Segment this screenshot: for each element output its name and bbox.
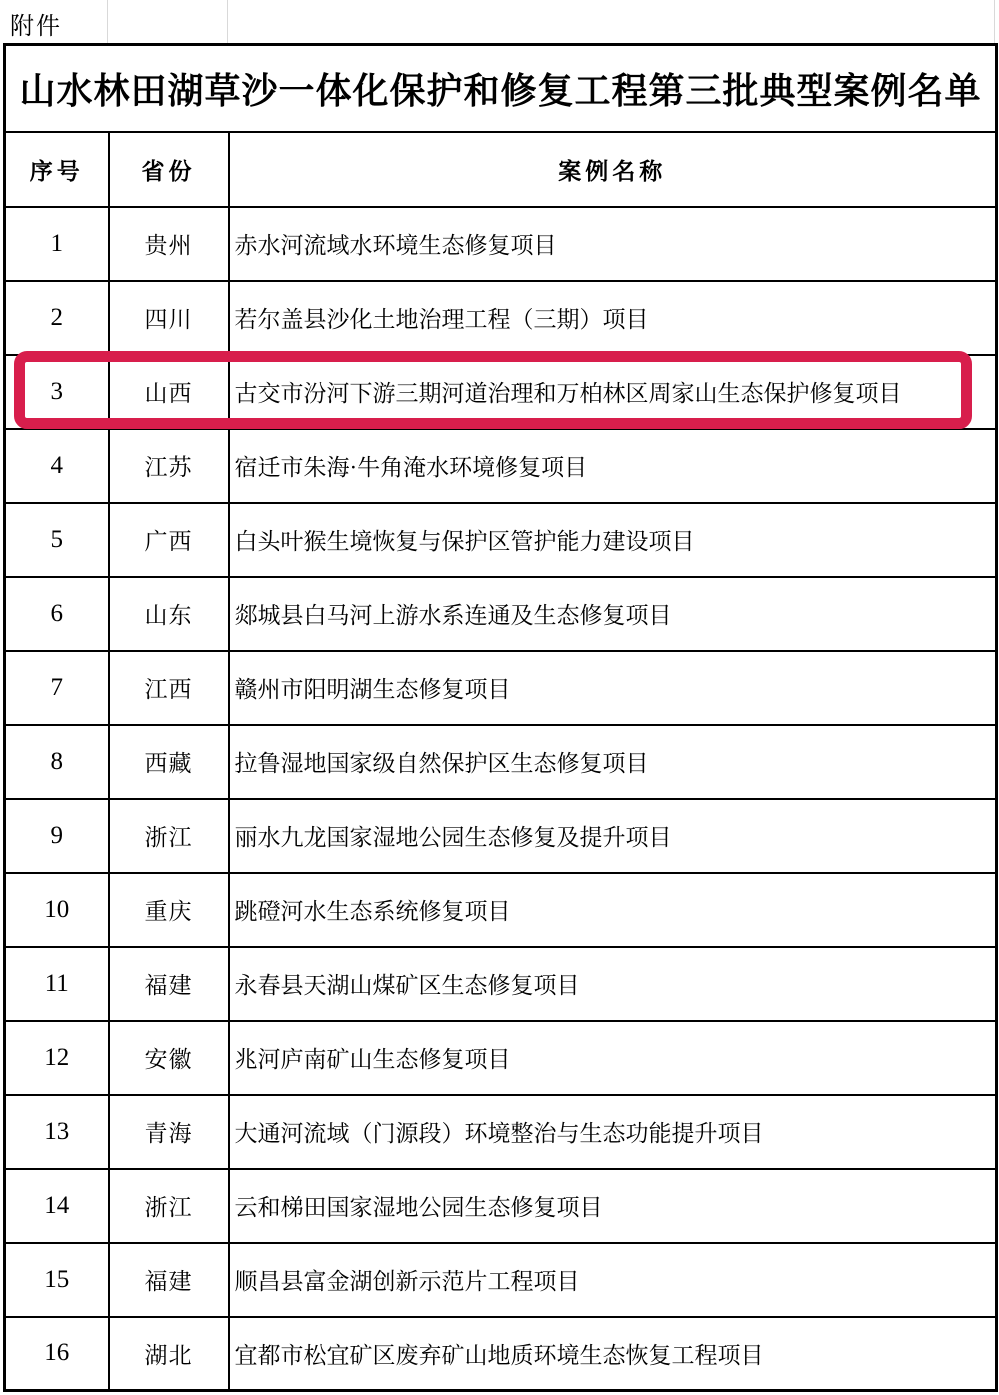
table-row — [5, 873, 997, 947]
case-name-cell: 若尔盖县沙化土地治理工程（三期）项目 — [229, 281, 997, 355]
row-number-cell: 8 — [5, 725, 109, 799]
province-cell: 山东 — [109, 577, 229, 651]
province-cell: 安徽 — [109, 1021, 229, 1095]
scan-artifact-line — [107, 0, 108, 43]
table-row — [5, 1021, 997, 1095]
row-number-cell: 11 — [5, 947, 109, 1021]
province-cell: 湖北 — [109, 1317, 229, 1391]
table-row — [5, 1169, 997, 1243]
row-number-cell: 13 — [5, 1095, 109, 1169]
case-name-cell: 拉鲁湿地国家级自然保护区生态修复项目 — [229, 725, 997, 799]
row-number-cell: 10 — [5, 873, 109, 947]
case-name-cell: 兆河庐南矿山生态修复项目 — [229, 1021, 997, 1095]
scan-artifact-line — [994, 0, 995, 43]
case-name-cell: 赤水河流域水环境生态修复项目 — [229, 207, 997, 281]
row-number-cell: 4 — [5, 429, 109, 503]
row-number-cell: 3 — [5, 355, 109, 429]
scan-artifact-line — [227, 0, 228, 43]
table-row — [5, 651, 997, 725]
case-name-cell: 宜都市松宜矿区废弃矿山地质环境生态恢复工程项目 — [229, 1317, 997, 1391]
column-header-province: 省份 — [109, 132, 229, 207]
province-cell: 江西 — [109, 651, 229, 725]
row-number-cell: 1 — [5, 207, 109, 281]
case-list-table — [3, 43, 998, 1392]
row-number-cell: 16 — [5, 1317, 109, 1391]
attachment-label: 附件 — [10, 14, 62, 40]
table-header-row — [5, 132, 997, 207]
column-header-no: 序号 — [5, 132, 109, 207]
table-row — [5, 1317, 997, 1391]
row-number-cell: 14 — [5, 1169, 109, 1243]
table-row — [5, 947, 997, 1021]
province-cell: 福建 — [109, 1243, 229, 1317]
province-cell: 浙江 — [109, 1169, 229, 1243]
column-header-case: 案例名称 — [229, 132, 997, 207]
case-name-cell: 顺昌县富金湖创新示范片工程项目 — [229, 1243, 997, 1317]
page-title: 山水林田湖草沙一体化保护和修复工程第三批典型案例名单 — [5, 45, 997, 132]
case-table-body — [5, 45, 997, 1391]
table-row — [5, 577, 997, 651]
province-cell: 重庆 — [109, 873, 229, 947]
row-number-cell: 15 — [5, 1243, 109, 1317]
case-name-cell: 古交市汾河下游三期河道治理和万柏林区周家山生态保护修复项目 — [229, 355, 997, 429]
row-number-cell: 2 — [5, 281, 109, 355]
table-row — [5, 281, 997, 355]
row-number-cell: 6 — [5, 577, 109, 651]
row-number-cell: 5 — [5, 503, 109, 577]
province-cell: 四川 — [109, 281, 229, 355]
province-cell: 浙江 — [109, 799, 229, 873]
row-number-cell: 7 — [5, 651, 109, 725]
table-row — [5, 1095, 997, 1169]
case-name-cell: 赣州市阳明湖生态修复项目 — [229, 651, 997, 725]
row-number-cell: 9 — [5, 799, 109, 873]
province-cell: 青海 — [109, 1095, 229, 1169]
case-name-cell: 宿迁市朱海·牛角淹水环境修复项目 — [229, 429, 997, 503]
province-cell: 广西 — [109, 503, 229, 577]
table-row — [5, 799, 997, 873]
table-row — [5, 1243, 997, 1317]
case-name-cell: 跳磴河水生态系统修复项目 — [229, 873, 997, 947]
province-cell: 贵州 — [109, 207, 229, 281]
table-row — [5, 429, 997, 503]
table-row — [5, 725, 997, 799]
case-name-cell: 大通河流域（门源段）环境整治与生态功能提升项目 — [229, 1095, 997, 1169]
case-name-cell: 丽水九龙国家湿地公园生态修复及提升项目 — [229, 799, 997, 873]
province-cell: 江苏 — [109, 429, 229, 503]
table-title-row — [5, 45, 997, 132]
case-name-cell: 郯城县白马河上游水系连通及生态修复项目 — [229, 577, 997, 651]
province-cell: 福建 — [109, 947, 229, 1021]
province-cell: 山西 — [109, 355, 229, 429]
table-row — [5, 207, 997, 281]
case-name-cell: 白头叶猴生境恢复与保护区管护能力建设项目 — [229, 503, 997, 577]
case-name-cell: 云和梯田国家湿地公园生态修复项目 — [229, 1169, 997, 1243]
table-row — [5, 503, 997, 577]
province-cell: 西藏 — [109, 725, 229, 799]
case-name-cell: 永春县天湖山煤矿区生态修复项目 — [229, 947, 997, 1021]
row-number-cell: 12 — [5, 1021, 109, 1095]
table-row — [5, 355, 997, 429]
